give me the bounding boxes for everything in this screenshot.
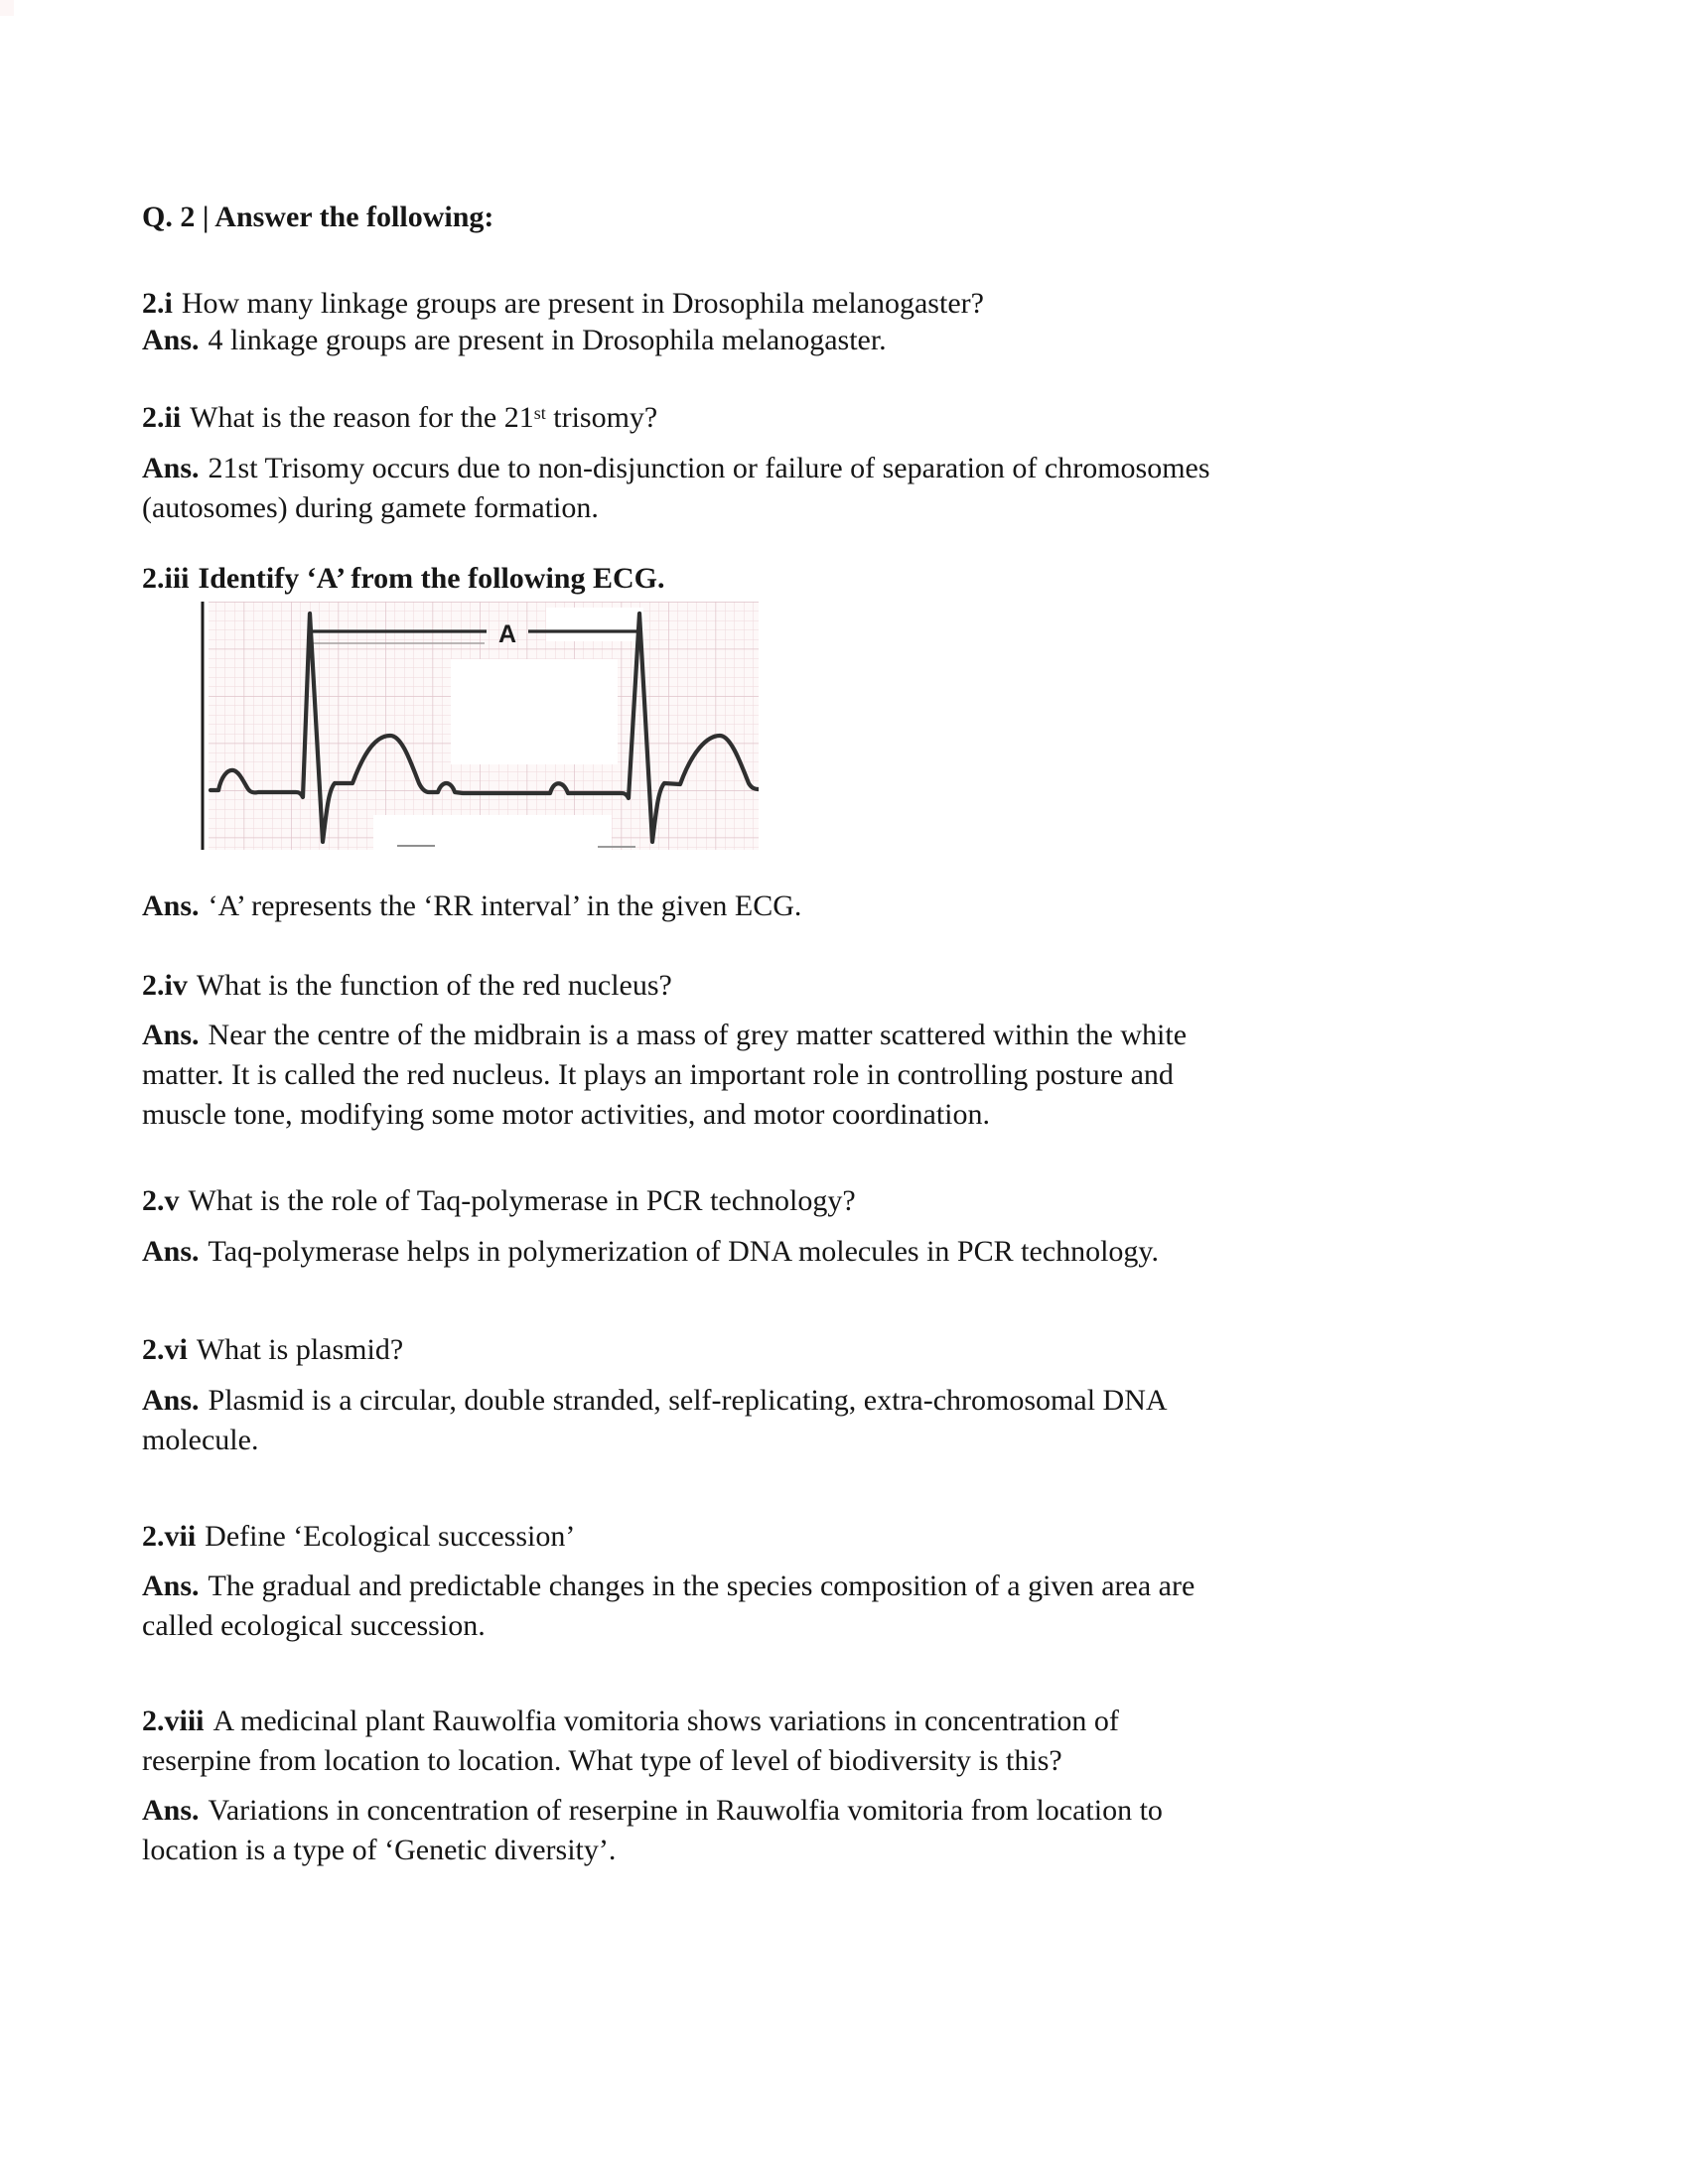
question-text: reserpine from location to location. What type of level of biodiversity is this? [142, 1744, 1062, 1777]
answer-text: 4 linkage groups are present in Drosophila melanogaster. [208, 324, 887, 356]
question-text: Define ‘Ecological succession’ [205, 1520, 576, 1553]
question-text: What is the reason for the 21 [190, 401, 534, 434]
answer-text: matter. It is called the red nucleus. It plays an important role in controlling posture and [142, 1058, 1174, 1091]
rr-interval-label: A [497, 620, 517, 648]
answer-label: Ans. [142, 1384, 200, 1417]
question-number: 2.ii [142, 401, 182, 434]
answer-2v [142, 1232, 1159, 1272]
answer-2viii-line-1 [142, 1791, 1163, 1831]
answer-label: Ans. [142, 452, 200, 484]
question-number: 2.i [142, 287, 173, 320]
question-text: How many linkage groups are present in Drosophila melanogaster? [181, 287, 984, 320]
answer-2iv-line-3 [142, 1095, 990, 1135]
question-2viii-line-1 [142, 1702, 1119, 1741]
answer-2iv-line-2 [142, 1055, 1174, 1095]
answer-text: Taq-polymerase helps in polymerization of DNA molecules in PCR technology. [208, 1235, 1159, 1268]
ecg-figure [197, 602, 759, 850]
question-number: 2.viii [142, 1705, 205, 1737]
question-number: 2.iv [142, 969, 188, 1002]
ecg-white-patch-top-right [546, 608, 643, 641]
answer-2vii-line-2 [142, 1606, 486, 1646]
scan-corner-artifact [0, 0, 14, 16]
answer-label: Ans. [142, 1570, 200, 1602]
answer-2iii [142, 887, 801, 926]
section-heading-text: Q. 2 | Answer the following: [142, 201, 494, 233]
answer-label: Ans. [142, 1019, 200, 1051]
question-2iv [142, 966, 672, 1006]
question-2v [142, 1181, 856, 1221]
answer-text: location is a type of ‘Genetic diversity’. [142, 1834, 617, 1866]
question-number: 2.iii [142, 562, 190, 595]
ecg-white-patch-bottom [373, 815, 612, 850]
answer-2ii-line-1 [142, 449, 1210, 488]
answer-text: molecule. [142, 1424, 259, 1456]
question-text: What is the role of Taq-polymerase in PCR technology? [188, 1184, 856, 1217]
answer-label: Ans. [142, 1235, 200, 1268]
answer-text: Plasmid is a circular, double stranded, self-replicating, extra-chromosomal DNA [208, 1384, 1168, 1417]
question-text: A medicinal plant Rauwolfia vomitoria shows variations in concentration of [212, 1705, 1119, 1737]
answer-label: Ans. [142, 889, 200, 922]
question-number: 2.vii [142, 1520, 197, 1553]
question-text: Identify ‘A’ from the following ECG. [198, 562, 665, 595]
answer-2viii-line-2 [142, 1831, 616, 1870]
question-number: 2.v [142, 1184, 180, 1217]
answer-text: Variations in concentration of reserpine in Rauwolfia vomitoria from location to [208, 1794, 1163, 1827]
ordinal-superscript: st [533, 403, 546, 423]
question-2iii [142, 559, 664, 599]
answer-2vi-line-2 [142, 1421, 258, 1460]
question-2viii-line-2 [142, 1741, 1062, 1781]
question-text-cont: trisomy? [545, 401, 658, 434]
answer-text: 21st Trisomy occurs due to non-disjunction or failure of separation of chromosomes [208, 452, 1210, 484]
section-heading [142, 198, 493, 237]
ecg-white-patch-center [451, 659, 618, 764]
question-number: 2.vi [142, 1333, 188, 1366]
answer-text: ‘A’ represents the ‘RR interval’ in the given ECG. [208, 889, 802, 922]
question-2vi [142, 1330, 403, 1370]
question-2i [142, 284, 984, 324]
ecg-svg [197, 602, 759, 850]
answer-2vii-line-1 [142, 1567, 1195, 1606]
question-text: What is the function of the red nucleus? [196, 969, 672, 1002]
question-2vii [142, 1517, 575, 1557]
answer-2iv-line-1 [142, 1016, 1187, 1055]
answer-text: Near the centre of the midbrain is a mass of grey matter scattered within the white [208, 1019, 1188, 1051]
answer-label: Ans. [142, 324, 200, 356]
answer-2vi-line-1 [142, 1381, 1168, 1421]
answer-text: (autosomes) during gamete formation. [142, 491, 599, 524]
question-text: What is plasmid? [196, 1333, 404, 1366]
answer-text: called ecological succession. [142, 1609, 486, 1642]
question-2ii [142, 398, 657, 438]
answer-2ii-line-2 [142, 488, 599, 528]
answer-text: The gradual and predictable changes in the species composition of a given area are [208, 1570, 1196, 1602]
answer-text: muscle tone, modifying some motor activities, and motor coordination. [142, 1098, 991, 1131]
answer-label: Ans. [142, 1794, 200, 1827]
answer-2i [142, 321, 887, 360]
